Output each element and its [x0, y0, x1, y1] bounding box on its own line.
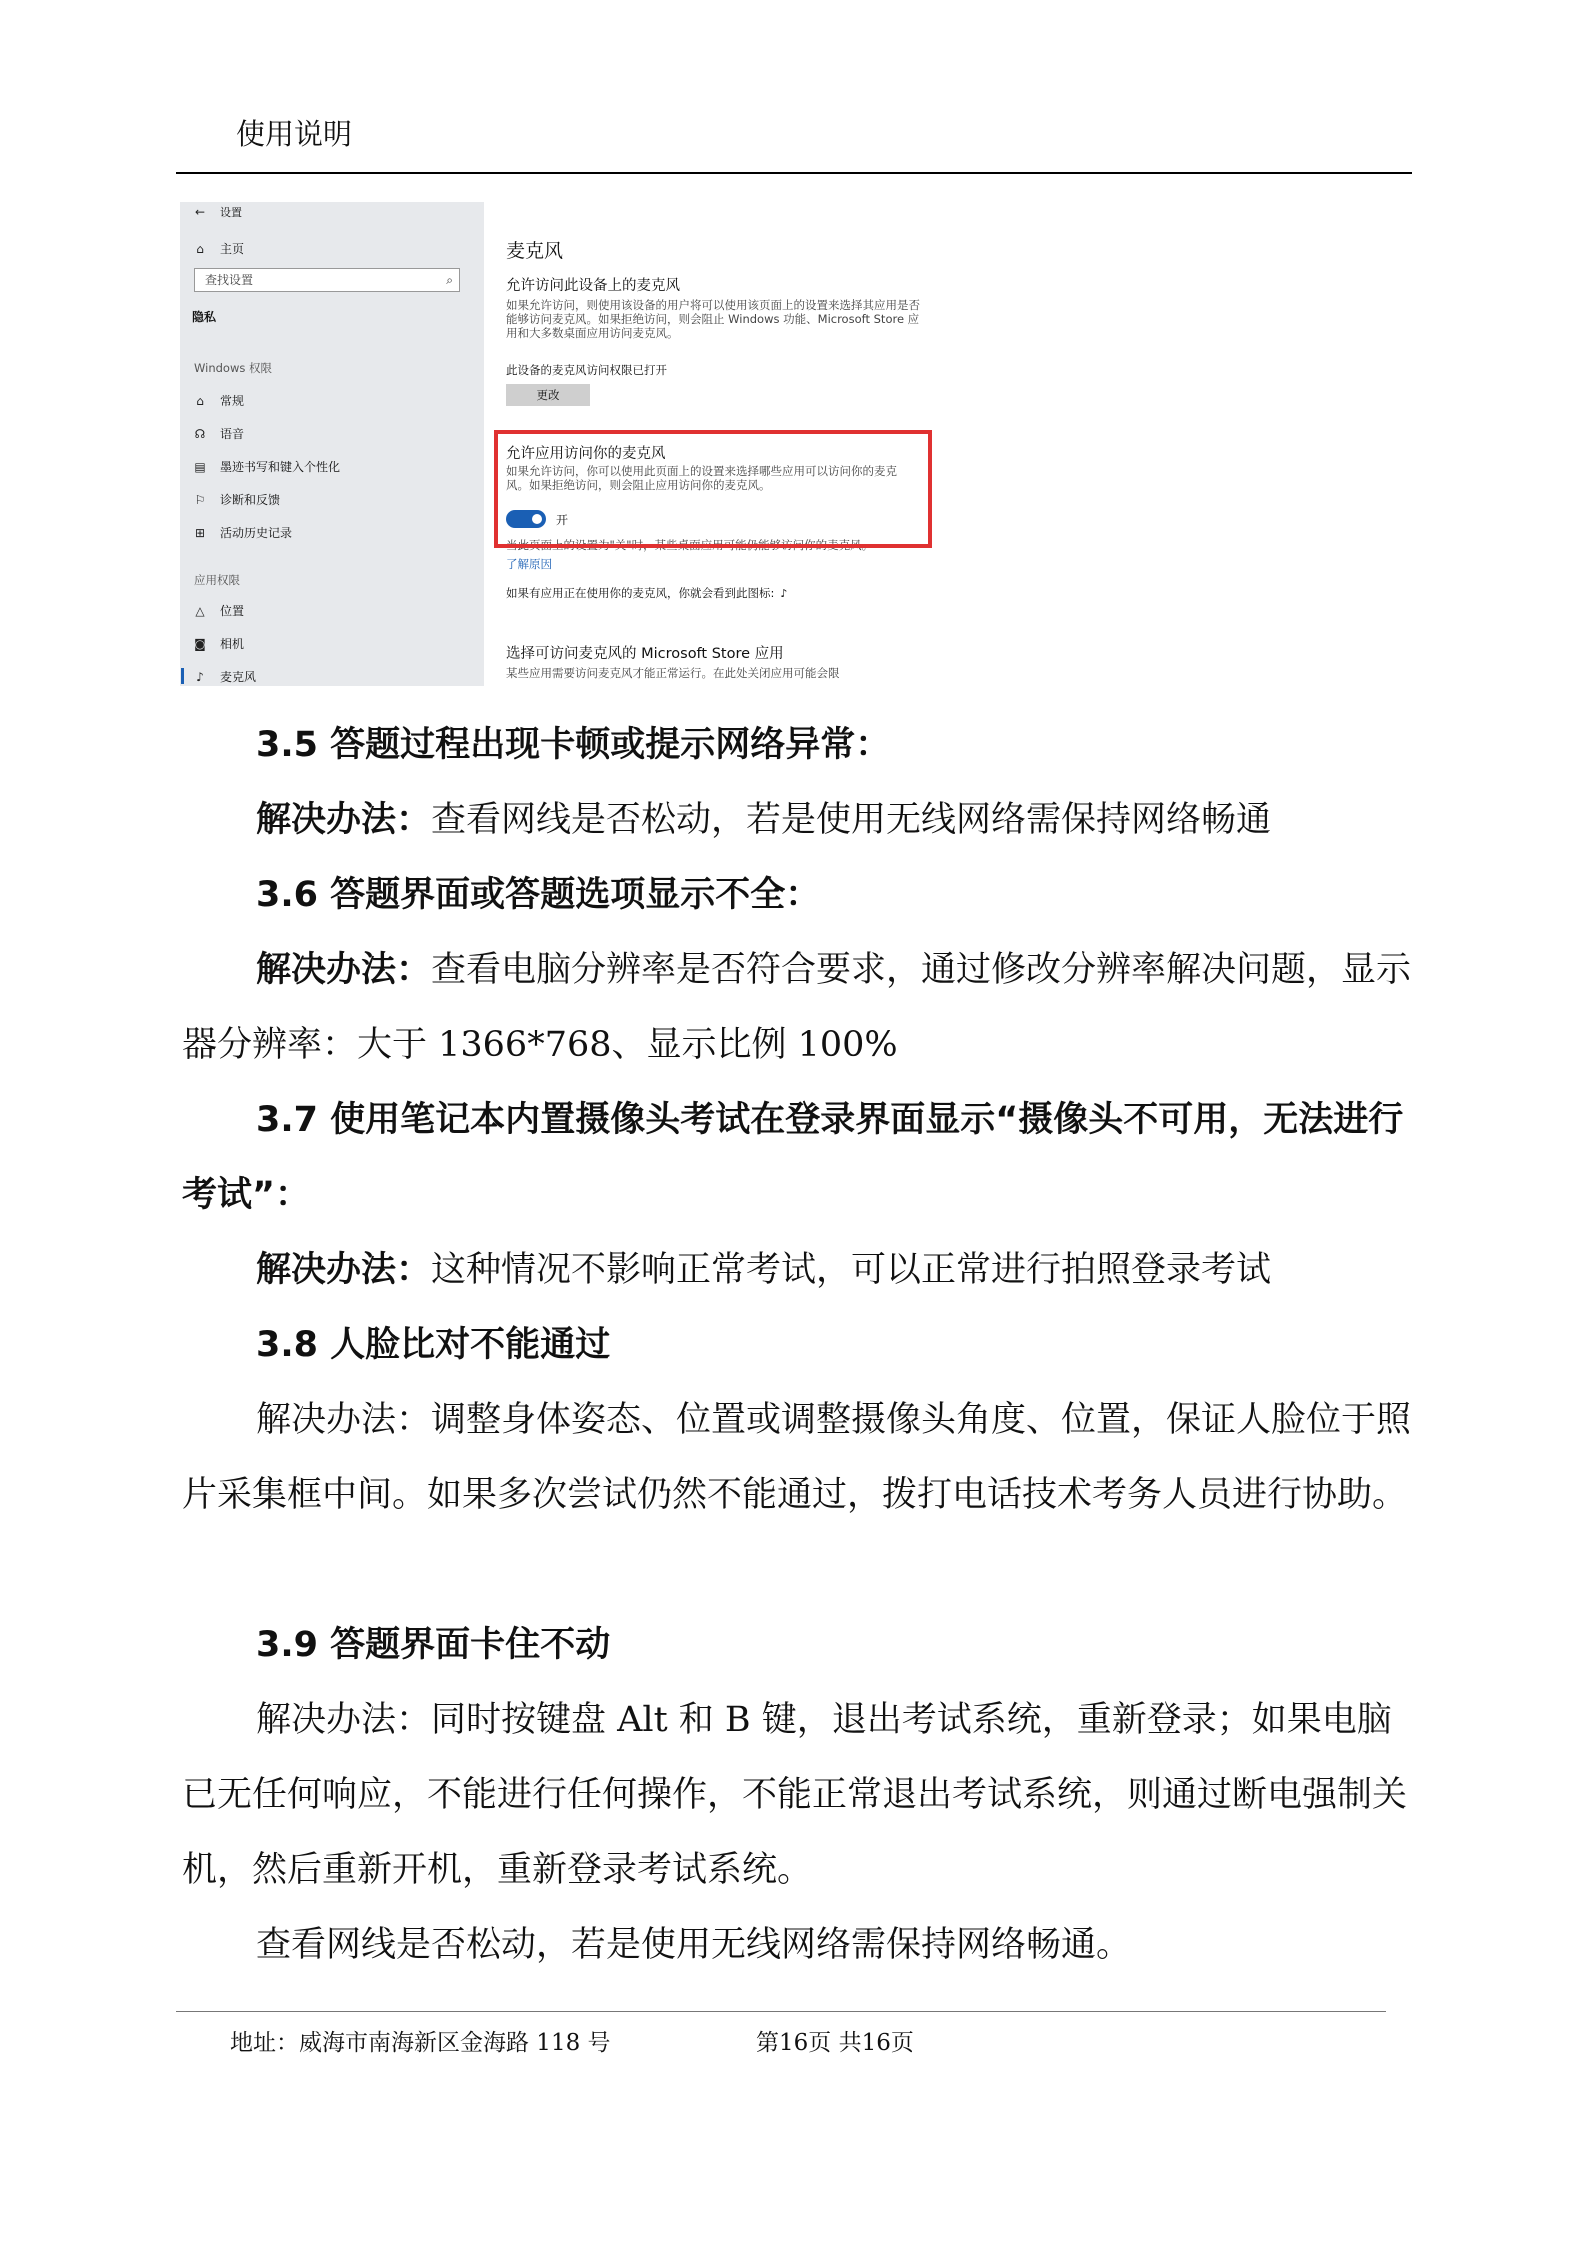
solution-text: 查看电脑分辨率是否符合要求，通过修改分辨率解决问题，显示器分辨率：大于 1366*768、显示比例 100%: [182, 950, 1412, 1065]
sidebar-item-label: 位置: [220, 604, 245, 618]
sidebar-item-label: 墨迹书写和键入个性化: [220, 460, 341, 474]
active-indicator: [181, 668, 184, 684]
section-label: 隐私: [192, 310, 217, 324]
feedback-icon: ⚐: [194, 492, 206, 507]
location-icon: △: [195, 603, 205, 618]
speech-icon: ☊: [194, 426, 206, 441]
lock-icon: ⌂: [196, 393, 204, 408]
sidebar-item-label: 主页: [220, 242, 245, 256]
solution-text: 这种情况不影响正常考试，可以正常进行拍照登录考试: [431, 1250, 1272, 1290]
toggle-label: 开: [556, 513, 569, 527]
settings-search-input[interactable]: [194, 268, 460, 292]
change-button[interactable]: 更改: [506, 384, 590, 406]
group-windows-permissions: Windows 权限: [194, 361, 272, 375]
sidebar-item-general[interactable]: [192, 392, 244, 409]
solution-label: 解决办法：: [256, 800, 432, 840]
sidebar-item-location[interactable]: [192, 602, 244, 619]
sidebar-item-diagnostics[interactable]: [192, 491, 280, 508]
note-text: 当此页面上的设置为"关"时，某些桌面应用可能仍能够访问你的麦克风。: [506, 538, 874, 552]
sidebar-item-speech[interactable]: [192, 425, 244, 442]
header-rule: [176, 172, 1412, 174]
sidebar-item-label: 常规: [220, 394, 245, 408]
home-icon: ⌂: [196, 241, 204, 256]
highlight-box: [494, 430, 932, 548]
device-status: 此设备的麦克风访问权限已打开: [506, 363, 667, 377]
microphone-icon: ♪: [196, 669, 204, 684]
solution-3-9: 解决办法：同时按键盘 Alt 和 B 键，退出考试系统，重新登录；如果电脑已无任何响应，不能进行任何操作，不能正常退出考试系统，则通过断电强制关机，然后重新开机，重新登录考试系统。: [182, 1700, 1408, 1890]
microphone-icon: ♪: [780, 587, 788, 600]
section1-desc: 如果允许访问，则使用该设备的用户将可以使用该页面上的设置来选择其应用是否能够访问麦克风。如果拒绝访问，则会阻止 Windows 功能、Microsoft Store 应用和大多数桌面应用访问麦克风。: [506, 298, 920, 340]
heading-3-8: 3.8 人脸比对不能通过: [256, 1325, 611, 1365]
sidebar-item-microphone[interactable]: [192, 668, 256, 685]
back-label: 设置: [220, 206, 242, 219]
sidebar-item-label: 诊断和反馈: [220, 493, 281, 507]
sidebar-item-label: 相机: [220, 637, 245, 651]
heading-3-7: 3.7 使用笔记本内置摄像头考试在登录界面显示“摄像头不可用，无法进行考试”：: [182, 1100, 1404, 1215]
solution-3-8: 解决办法：调整身体姿态、位置或调整摄像头角度、位置，保证人脸位于照片采集框中间。如果多次尝试仍然不能通过，拨打电话技术考务人员进行协助。: [182, 1400, 1412, 1515]
search-placeholder: 查找设置: [205, 273, 254, 287]
sidebar-item-label: 语音: [220, 427, 245, 441]
solution-3-9-extra: 查看网线是否松动，若是使用无线网络需保持网络畅通。: [256, 1925, 1132, 1965]
history-icon: ⊞: [194, 525, 206, 540]
back-arrow-icon[interactable]: ←: [194, 205, 206, 219]
solution-3-6: [182, 933, 1412, 1083]
page-title: 麦克风: [506, 240, 564, 262]
page-number: 第16页 共16页: [756, 2030, 914, 2056]
heading-3-6: 3.6 答题界面或答题选项显示不全：: [256, 875, 821, 915]
camera-icon: ◙: [194, 636, 206, 651]
sidebar-item-inking[interactable]: [192, 458, 340, 475]
heading-3-9: 3.9 答题界面卡住不动: [256, 1625, 611, 1665]
solution-text: 查看网线是否松动，若是使用无线网络需保持网络畅通: [431, 800, 1272, 840]
learn-why-link[interactable]: 了解原因: [506, 557, 552, 571]
in-use-text: [506, 586, 926, 601]
search-icon[interactable]: ⌕: [446, 273, 453, 287]
settings-sidebar: [180, 202, 484, 686]
solution-label: 解决办法：: [256, 1250, 432, 1290]
section2-desc: 如果允许访问，你可以使用此页面上的设置来选择哪些应用可以访问你的麦克风。如果拒绝访问，则会阻止应用访问你的麦克风。: [506, 464, 897, 492]
section3-heading: 选择可访问麦克风的 Microsoft Store 应用: [506, 646, 784, 662]
solution-3-7: [182, 1233, 1412, 1308]
section2-heading: 允许应用访问你的麦克风: [506, 446, 666, 462]
section-privacy: [192, 308, 216, 325]
solution-3-5: [182, 783, 1412, 858]
section1-heading: 允许访问此设备上的麦克风: [506, 278, 680, 294]
in-use-label: 如果有应用正在使用你的麦克风，你就会看到此图标:: [506, 586, 775, 600]
section3-desc: 某些应用需要访问麦克风才能正常运行。在此处关闭应用可能会限: [506, 666, 840, 680]
footer-rule: [176, 2011, 1386, 2012]
solution-label: 解决办法：: [256, 950, 432, 990]
sidebar-item-activity[interactable]: [192, 524, 292, 541]
heading-3-5: 3.5 答题过程出现卡顿或提示网络异常：: [256, 725, 891, 765]
sidebar-item-label: 活动历史记录: [220, 526, 293, 540]
sidebar-item-camera[interactable]: [192, 635, 244, 652]
sidebar-item-label: 麦克风: [220, 670, 257, 684]
group-app-permissions: 应用权限: [194, 573, 240, 587]
footer-address: 地址：威海市南海新区金海路 118 号: [230, 2030, 611, 2056]
back-row[interactable]: [192, 204, 242, 220]
inking-icon: ▤: [194, 459, 206, 474]
sidebar-item-home[interactable]: [192, 240, 244, 257]
header-title: 使用说明: [236, 117, 353, 151]
